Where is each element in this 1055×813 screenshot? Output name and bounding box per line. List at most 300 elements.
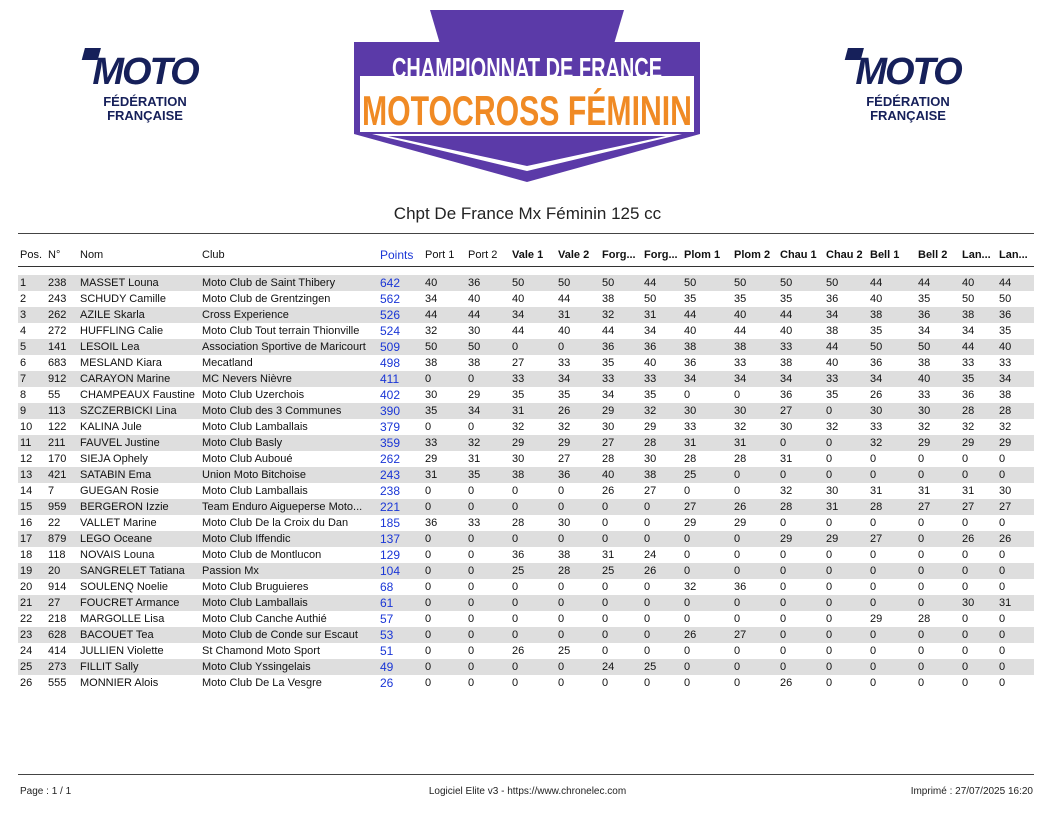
table-cell: 0	[512, 581, 519, 593]
table-row	[18, 483, 1034, 499]
table-cell: 421	[46, 467, 78, 483]
table-cell: 31	[682, 435, 732, 451]
table-cell: 36	[997, 307, 1034, 323]
table-cell: 0	[423, 499, 466, 515]
table-cell: 35	[999, 325, 1012, 337]
table-cell: 33	[962, 357, 975, 369]
table-cell: 33	[468, 517, 481, 529]
table-cell: 0	[826, 645, 833, 657]
table-cell: 0	[997, 467, 1034, 483]
table-cell: 40	[826, 357, 839, 369]
table-cell: 0	[684, 677, 691, 689]
table-cell: 526	[378, 307, 423, 323]
table-cell: 29	[556, 435, 600, 451]
table-cell: 30	[780, 421, 793, 433]
table-cell: 25	[18, 659, 46, 675]
table-cell: 29	[644, 421, 657, 433]
table-cell: 0	[468, 549, 475, 561]
table-cell: 15	[18, 499, 46, 515]
table-cell: 34	[824, 307, 868, 323]
svg-text:FRANÇAISE: FRANÇAISE	[107, 108, 183, 123]
table-row	[18, 531, 1034, 547]
table-cell: 32	[734, 421, 747, 433]
table-cell: 0	[682, 595, 732, 611]
table-cell: 24	[600, 659, 642, 675]
table-cell: 0	[870, 453, 877, 465]
table-cell: 104	[378, 563, 423, 579]
table-cell: 0	[425, 549, 432, 561]
table-cell: Moto Club Canche Authié	[202, 613, 327, 625]
table-header	[18, 244, 1034, 267]
table-cell: 0	[468, 677, 475, 689]
table-cell: 0	[684, 549, 691, 561]
table-cell: 33	[824, 371, 868, 387]
table-cell: Moto Club Tout terrain Thionville	[202, 325, 360, 337]
table-cell: 0	[778, 659, 824, 675]
table-cell: 7	[18, 371, 46, 387]
table-cell: 0	[916, 659, 960, 675]
table-cell: 0	[960, 467, 997, 483]
table-cell: 0	[868, 595, 916, 611]
table-cell: 31	[732, 435, 778, 451]
table-cell: Moto Club De La Vesgre	[202, 677, 322, 689]
col-vale2: Vale 2	[558, 249, 590, 261]
table-cell: 50	[556, 275, 600, 291]
table-cell: 0	[466, 563, 510, 579]
table-cell: 44	[682, 307, 732, 323]
table-cell: 0	[510, 659, 556, 675]
table-cell: 0	[999, 549, 1006, 561]
table-cell: 27	[682, 499, 732, 515]
svg-text:CHAMPIONNAT DE FRANCE: CHAMPIONNAT DE FRANCE	[392, 53, 662, 85]
table-cell: 0	[824, 595, 868, 611]
table-cell: 27	[558, 453, 571, 465]
table-cell: 29	[600, 403, 642, 419]
table-cell: 31	[780, 453, 793, 465]
table-cell: Moto Club Yssingelais	[200, 659, 378, 675]
table-cell: 36	[600, 339, 642, 355]
table-cell: 34	[466, 403, 510, 419]
table-cell: FAUVEL Justine	[78, 435, 200, 451]
table-cell: 0	[824, 659, 868, 675]
table-cell: 0	[642, 595, 682, 611]
table-cell: 0	[425, 645, 432, 657]
col-pos: Pos.	[20, 249, 43, 261]
table-cell: 25	[642, 659, 682, 675]
table-cell: 38	[468, 357, 481, 369]
table-cell: 34	[682, 371, 732, 387]
table-cell: 555	[48, 677, 67, 689]
table-cell: 0	[732, 531, 778, 547]
table-cell: 0	[684, 645, 691, 657]
table-cell: 0	[558, 677, 565, 689]
table-cell: 0	[556, 595, 600, 611]
table-cell: 32	[918, 421, 931, 433]
col-chau2: Chau 2	[826, 249, 863, 261]
table-cell: 18	[20, 549, 33, 561]
col-bell2: Bell 2	[918, 249, 948, 261]
table-cell: 0	[732, 595, 778, 611]
table-cell: 26	[512, 645, 525, 657]
table-cell: 0	[824, 467, 868, 483]
table-row	[18, 595, 1034, 611]
svg-text:FÉDÉRATION: FÉDÉRATION	[866, 94, 950, 109]
table-cell: 33	[684, 421, 697, 433]
table-cell: 30	[468, 325, 481, 337]
table-cell: 26	[780, 677, 793, 689]
table-cell: 0	[466, 659, 510, 675]
table-cell: 0	[558, 485, 565, 497]
table-cell: 0	[778, 467, 824, 483]
table-cell: 0	[644, 645, 651, 657]
table-cell: 0	[468, 421, 475, 433]
table-cell: 0	[466, 627, 510, 643]
table-cell: MONNIER Alois	[80, 677, 159, 689]
table-cell: GUEGAN Rosie	[80, 485, 159, 497]
table-cell: 211	[46, 435, 78, 451]
table-cell: 6	[20, 357, 27, 369]
table-cell: 31	[824, 499, 868, 515]
table-cell: 0	[916, 467, 960, 483]
table-cell: 0	[600, 531, 642, 547]
table-cell: 34	[556, 371, 600, 387]
svg-text:FÉDÉRATION: FÉDÉRATION	[103, 94, 187, 109]
table-cell: 20	[20, 581, 33, 593]
table-cell: 40	[558, 325, 571, 337]
table-cell: 34	[732, 371, 778, 387]
table-cell: 40	[512, 293, 525, 305]
table-cell: 0	[423, 371, 466, 387]
table-cell: 35	[918, 293, 931, 305]
table-cell: CARAYON Marine	[78, 371, 200, 387]
table-cell: 27	[960, 499, 997, 515]
table-cell: 0	[780, 549, 787, 561]
table-cell: 0	[644, 613, 651, 625]
table-cell: 26	[556, 403, 600, 419]
table-cell: 238	[46, 275, 78, 291]
table-cell: 38	[558, 549, 571, 561]
table-cell: FILLIT Sally	[78, 659, 200, 675]
col-forg2: Forg...	[644, 249, 678, 261]
table-row	[18, 371, 1034, 387]
table-cell: 683	[48, 357, 67, 369]
table-cell: Association Sportive de Maricourt	[200, 339, 378, 355]
col-bell1: Bell 1	[870, 249, 900, 261]
table-cell: 36	[734, 581, 747, 593]
table-row	[18, 419, 1034, 435]
table-cell: Team Enduro Aigueperse Moto...	[200, 499, 378, 515]
table-row	[18, 387, 1034, 403]
table-cell: 137	[378, 531, 423, 547]
col-forg1: Forg...	[602, 249, 636, 261]
table-cell: 27	[997, 499, 1034, 515]
table-cell: 238	[380, 484, 401, 498]
table-cell: 0	[997, 627, 1034, 643]
table-cell: 35	[734, 293, 747, 305]
table-cell: 32	[868, 435, 916, 451]
table-cell: Mecatland	[202, 357, 253, 369]
table-cell: 50	[999, 293, 1012, 305]
table-cell: 44	[824, 339, 868, 355]
table-cell: 31	[997, 595, 1034, 611]
table-cell: 36	[466, 275, 510, 291]
svg-text:MOTO: MOTO	[855, 51, 961, 93]
table-cell: 0	[510, 627, 556, 643]
table-cell: 0	[644, 517, 651, 529]
table-cell: 26	[602, 485, 615, 497]
table-cell: 32	[642, 403, 682, 419]
table-cell: 0	[734, 645, 741, 657]
table-cell: 40	[644, 357, 657, 369]
table-cell: NOVAIS Louna	[80, 549, 155, 561]
table-cell: 31	[468, 453, 481, 465]
table-cell: 628	[46, 627, 78, 643]
table-cell: 34	[778, 371, 824, 387]
table-cell: 29	[510, 435, 556, 451]
table-cell: 28	[918, 613, 931, 625]
table-row	[18, 275, 1034, 291]
table-cell: 50	[732, 275, 778, 291]
table-cell: 33	[918, 389, 931, 401]
table-row	[18, 323, 1034, 339]
table-cell: 914	[48, 581, 67, 593]
table-cell: 33	[558, 357, 571, 369]
table-cell: 28	[556, 563, 600, 579]
table-cell: 26	[997, 531, 1034, 547]
table-cell: 0	[826, 677, 833, 689]
table-cell: 0	[780, 581, 787, 593]
table-cell: 0	[602, 581, 609, 593]
table-cell: 29	[778, 531, 824, 547]
table-cell: 36	[780, 389, 793, 401]
table-cell: 44	[423, 307, 466, 323]
table-cell: 0	[425, 613, 432, 625]
col-lan2: Lan...	[999, 249, 1028, 261]
table-cell: 35	[602, 357, 615, 369]
table-cell: 0	[684, 389, 691, 401]
col-plom2: Plom 2	[734, 249, 771, 261]
table-cell: 29	[684, 517, 697, 529]
table-cell: 44	[512, 325, 525, 337]
table-row	[18, 467, 1034, 483]
table-cell: 0	[466, 371, 510, 387]
table-cell: 0	[997, 563, 1034, 579]
table-cell: 31	[870, 485, 883, 497]
table-cell: Moto Club Lamballais	[200, 595, 378, 611]
footer-printed: Imprimé : 27/07/2025 16:20	[910, 786, 1033, 797]
table-cell: 38	[425, 357, 438, 369]
table-cell: 0	[824, 435, 868, 451]
table-cell: 0	[602, 613, 609, 625]
table-row	[18, 563, 1034, 579]
table-cell: 0	[556, 659, 600, 675]
table-cell: 0	[644, 677, 651, 689]
col-nom: Nom	[80, 249, 104, 261]
table-cell: 27	[778, 403, 824, 419]
table-cell: 0	[826, 453, 833, 465]
table-cell: 36	[962, 389, 975, 401]
table-cell: 28	[997, 403, 1034, 419]
table-cell: 0	[734, 549, 741, 561]
table-cell: 0	[778, 435, 824, 451]
table-cell: SCHUDY Camille	[80, 293, 166, 305]
table-cell: Moto Club Lamballais	[202, 485, 308, 497]
table-cell: 44	[642, 275, 682, 291]
table-cell: 0	[962, 613, 969, 625]
table-cell: 24	[20, 645, 33, 657]
col-vale1: Vale 1	[512, 249, 544, 261]
table-cell: 31	[510, 403, 556, 419]
divider-top	[18, 233, 1034, 234]
table-cell: 4	[20, 325, 27, 337]
table-cell: 3	[18, 307, 46, 323]
table-row	[18, 547, 1034, 563]
table-cell: 0	[999, 581, 1006, 593]
table-cell: 36	[642, 339, 682, 355]
col-lan1: Lan...	[962, 249, 991, 261]
table-cell: 35	[423, 403, 466, 419]
table-cell: 402	[380, 388, 401, 402]
table-cell: 44	[916, 275, 960, 291]
table-cell: 414	[48, 645, 67, 657]
table-row	[18, 403, 1034, 419]
table-cell: 38	[918, 357, 931, 369]
table-cell: 5	[18, 339, 46, 355]
table-cell: 0	[734, 485, 741, 497]
table-cell: Moto Club de Conde sur Escaut	[200, 627, 378, 643]
footer-software: Logiciel Elite v3 - https://www.chronelec.com	[428, 786, 627, 797]
table-cell: 0	[558, 613, 565, 625]
table-cell: LESOIL Lea	[78, 339, 200, 355]
table-cell: 0	[682, 563, 732, 579]
table-cell: 40	[732, 307, 778, 323]
table-row	[18, 643, 1034, 659]
table-row	[18, 339, 1034, 355]
table-cell: 218	[48, 613, 67, 625]
table-cell: 25	[600, 563, 642, 579]
table-row	[18, 515, 1034, 531]
table-cell: 50	[510, 275, 556, 291]
table-row	[18, 579, 1034, 595]
table-cell: 0	[602, 517, 609, 529]
table-cell: FOUCRET Armance	[78, 595, 200, 611]
table-cell: 34	[644, 325, 657, 337]
table-cell: Passion Mx	[200, 563, 378, 579]
table-cell: 44	[997, 275, 1034, 291]
table-cell: 36	[684, 357, 697, 369]
table-cell: 0	[826, 517, 833, 529]
divider-bottom	[18, 774, 1034, 775]
footer-page: Page : 1 / 1	[20, 786, 72, 797]
table-cell: 40	[600, 467, 642, 483]
table-cell: 28	[642, 435, 682, 451]
table-cell: 0	[780, 517, 787, 529]
table-cell: Moto Club Uzerchois	[202, 389, 305, 401]
table-cell: 0	[826, 613, 833, 625]
table-cell: 36	[826, 293, 839, 305]
table-cell: 33	[999, 357, 1012, 369]
table-cell: 26	[642, 563, 682, 579]
table-cell: 44	[466, 307, 510, 323]
table-cell: 25	[682, 467, 732, 483]
table-cell: 30	[916, 403, 960, 419]
table-cell: 0	[960, 627, 997, 643]
table-cell: 28	[960, 403, 997, 419]
table-cell: 0	[999, 453, 1006, 465]
table-cell: 26	[870, 389, 883, 401]
table-cell: 0	[510, 499, 556, 515]
table-cell: 34	[425, 293, 438, 305]
table-cell: 49	[378, 659, 423, 675]
table-cell: 0	[468, 581, 475, 593]
table-row	[18, 307, 1034, 323]
table-cell: 0	[824, 627, 868, 643]
table-cell: 29	[425, 453, 438, 465]
table-cell: 30	[732, 403, 778, 419]
table-cell: 40	[870, 293, 883, 305]
col-chau1: Chau 1	[780, 249, 817, 261]
table-cell: 32	[826, 421, 839, 433]
table-cell: Moto Club De la Croix du Dan	[202, 517, 349, 529]
table-cell: 0	[918, 581, 925, 593]
table-cell: 30	[826, 485, 839, 497]
table-cell: 2	[20, 293, 27, 305]
table-cell: 0	[732, 563, 778, 579]
table-cell: 38	[960, 307, 997, 323]
table-cell: 30	[512, 453, 525, 465]
table-cell: 30	[644, 453, 657, 465]
table-cell: 0	[916, 595, 960, 611]
table-cell: 30	[868, 403, 916, 419]
table-cell: 272	[48, 325, 67, 337]
table-cell: 0	[824, 563, 868, 579]
table-cell: 40	[468, 293, 481, 305]
table-cell: 38	[682, 339, 732, 355]
table-cell: 0	[512, 485, 519, 497]
table-cell: 0	[999, 613, 1006, 625]
table-cell: SIEJA Ophely	[80, 453, 148, 465]
table-cell: 0	[916, 531, 960, 547]
table-cell: 34	[510, 307, 556, 323]
table-cell: 27	[868, 531, 916, 547]
table-cell: BACOUET Tea	[78, 627, 200, 643]
table-cell: 16	[20, 517, 33, 529]
table-cell: 0	[870, 549, 877, 561]
table-cell: 33	[734, 357, 747, 369]
table-cell: MARGOLLE Lisa	[80, 613, 165, 625]
table-cell: 0	[425, 485, 432, 497]
table-cell: MC Nevers Nièvre	[200, 371, 378, 387]
table-cell: 0	[918, 549, 925, 561]
table-cell: 28	[868, 499, 916, 515]
table-cell: 0	[960, 659, 997, 675]
table-cell: 0	[732, 467, 778, 483]
table-cell: 32	[466, 435, 510, 451]
table-cell: 29	[734, 517, 747, 529]
table-cell: 35	[512, 389, 525, 401]
table-cell: 28	[602, 453, 615, 465]
table-cell: 0	[600, 499, 642, 515]
table-cell: 19	[18, 563, 46, 579]
table-cell: 498	[380, 356, 401, 370]
table-cell: BERGERON Izzie	[78, 499, 200, 515]
svg-text:FRANÇAISE: FRANÇAISE	[870, 108, 946, 123]
table-cell: 22	[48, 517, 61, 529]
table-cell: 40	[997, 339, 1034, 355]
table-cell: 32	[780, 485, 793, 497]
table-cell: 44	[960, 339, 997, 355]
table-cell: 29	[960, 435, 997, 451]
